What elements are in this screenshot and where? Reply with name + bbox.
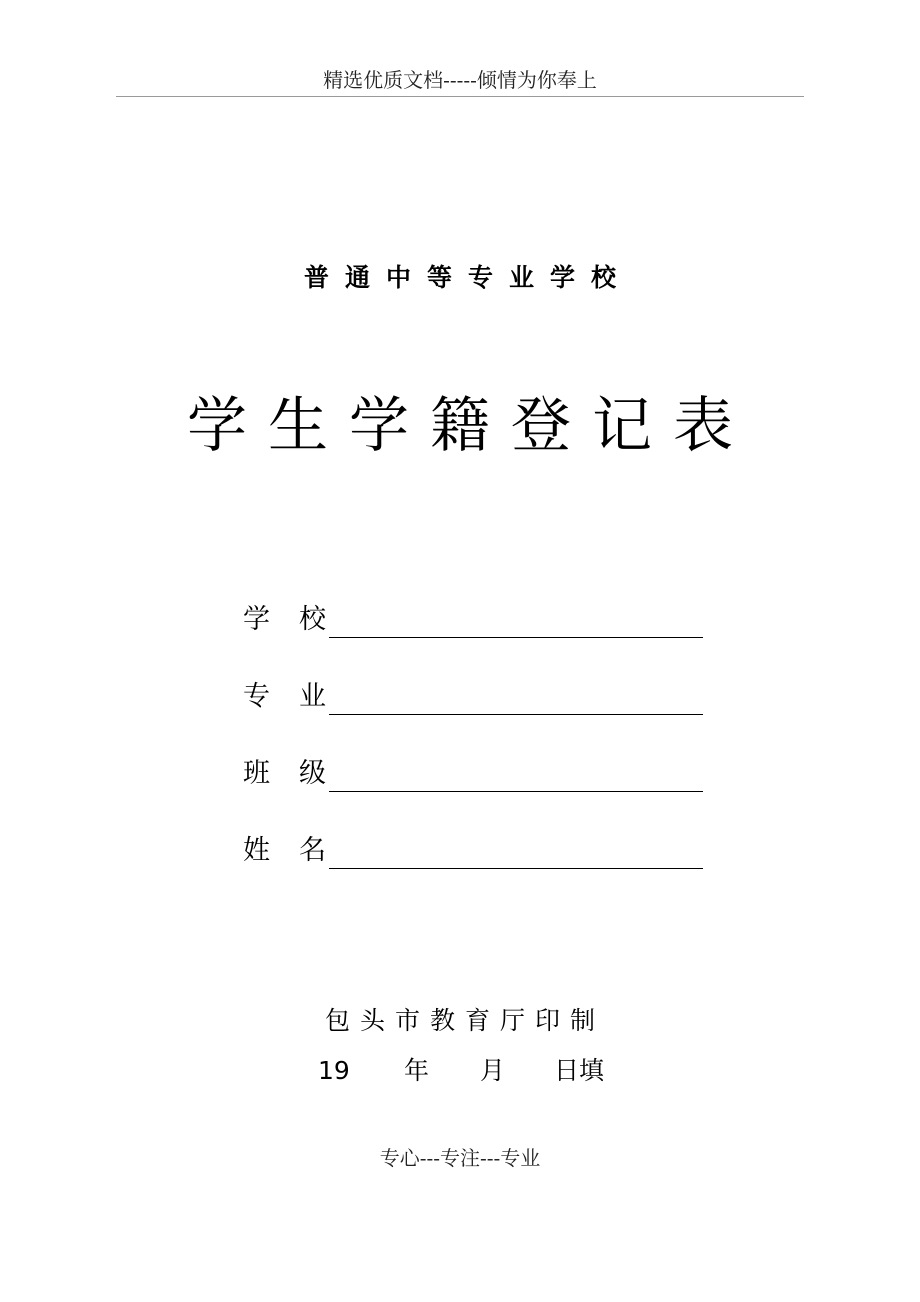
- school-field[interactable]: [243, 600, 703, 640]
- document-title: 学生学籍登记表: [187, 391, 754, 461]
- school-blank-line[interactable]: [329, 637, 703, 638]
- issuer-text: 包头市教育厅印制: [324, 1006, 605, 1035]
- name-blank-line[interactable]: [329, 868, 703, 869]
- date-month-label: 月: [480, 1056, 506, 1085]
- name-label: 姓名: [243, 835, 355, 866]
- date-year-label: 年: [404, 1056, 430, 1085]
- class-blank-line[interactable]: [329, 791, 703, 792]
- class-field[interactable]: [243, 754, 703, 794]
- date-day-label: 日填: [554, 1056, 605, 1085]
- major-field[interactable]: [243, 677, 703, 717]
- name-field[interactable]: [243, 831, 703, 871]
- header-divider: [116, 96, 804, 97]
- date-year: 19: [318, 1056, 350, 1085]
- page-header: 精选优质文档-----倾情为你奉上: [323, 68, 597, 92]
- school-label: 学校: [243, 604, 355, 635]
- page-footer: 专心---专注---专业: [379, 1146, 541, 1170]
- document-subtitle: 普通中等专业学校: [303, 263, 632, 292]
- major-blank-line[interactable]: [329, 714, 703, 715]
- major-label: 专业: [243, 681, 355, 712]
- fill-date: [318, 1052, 618, 1090]
- class-label: 班级: [243, 758, 355, 789]
